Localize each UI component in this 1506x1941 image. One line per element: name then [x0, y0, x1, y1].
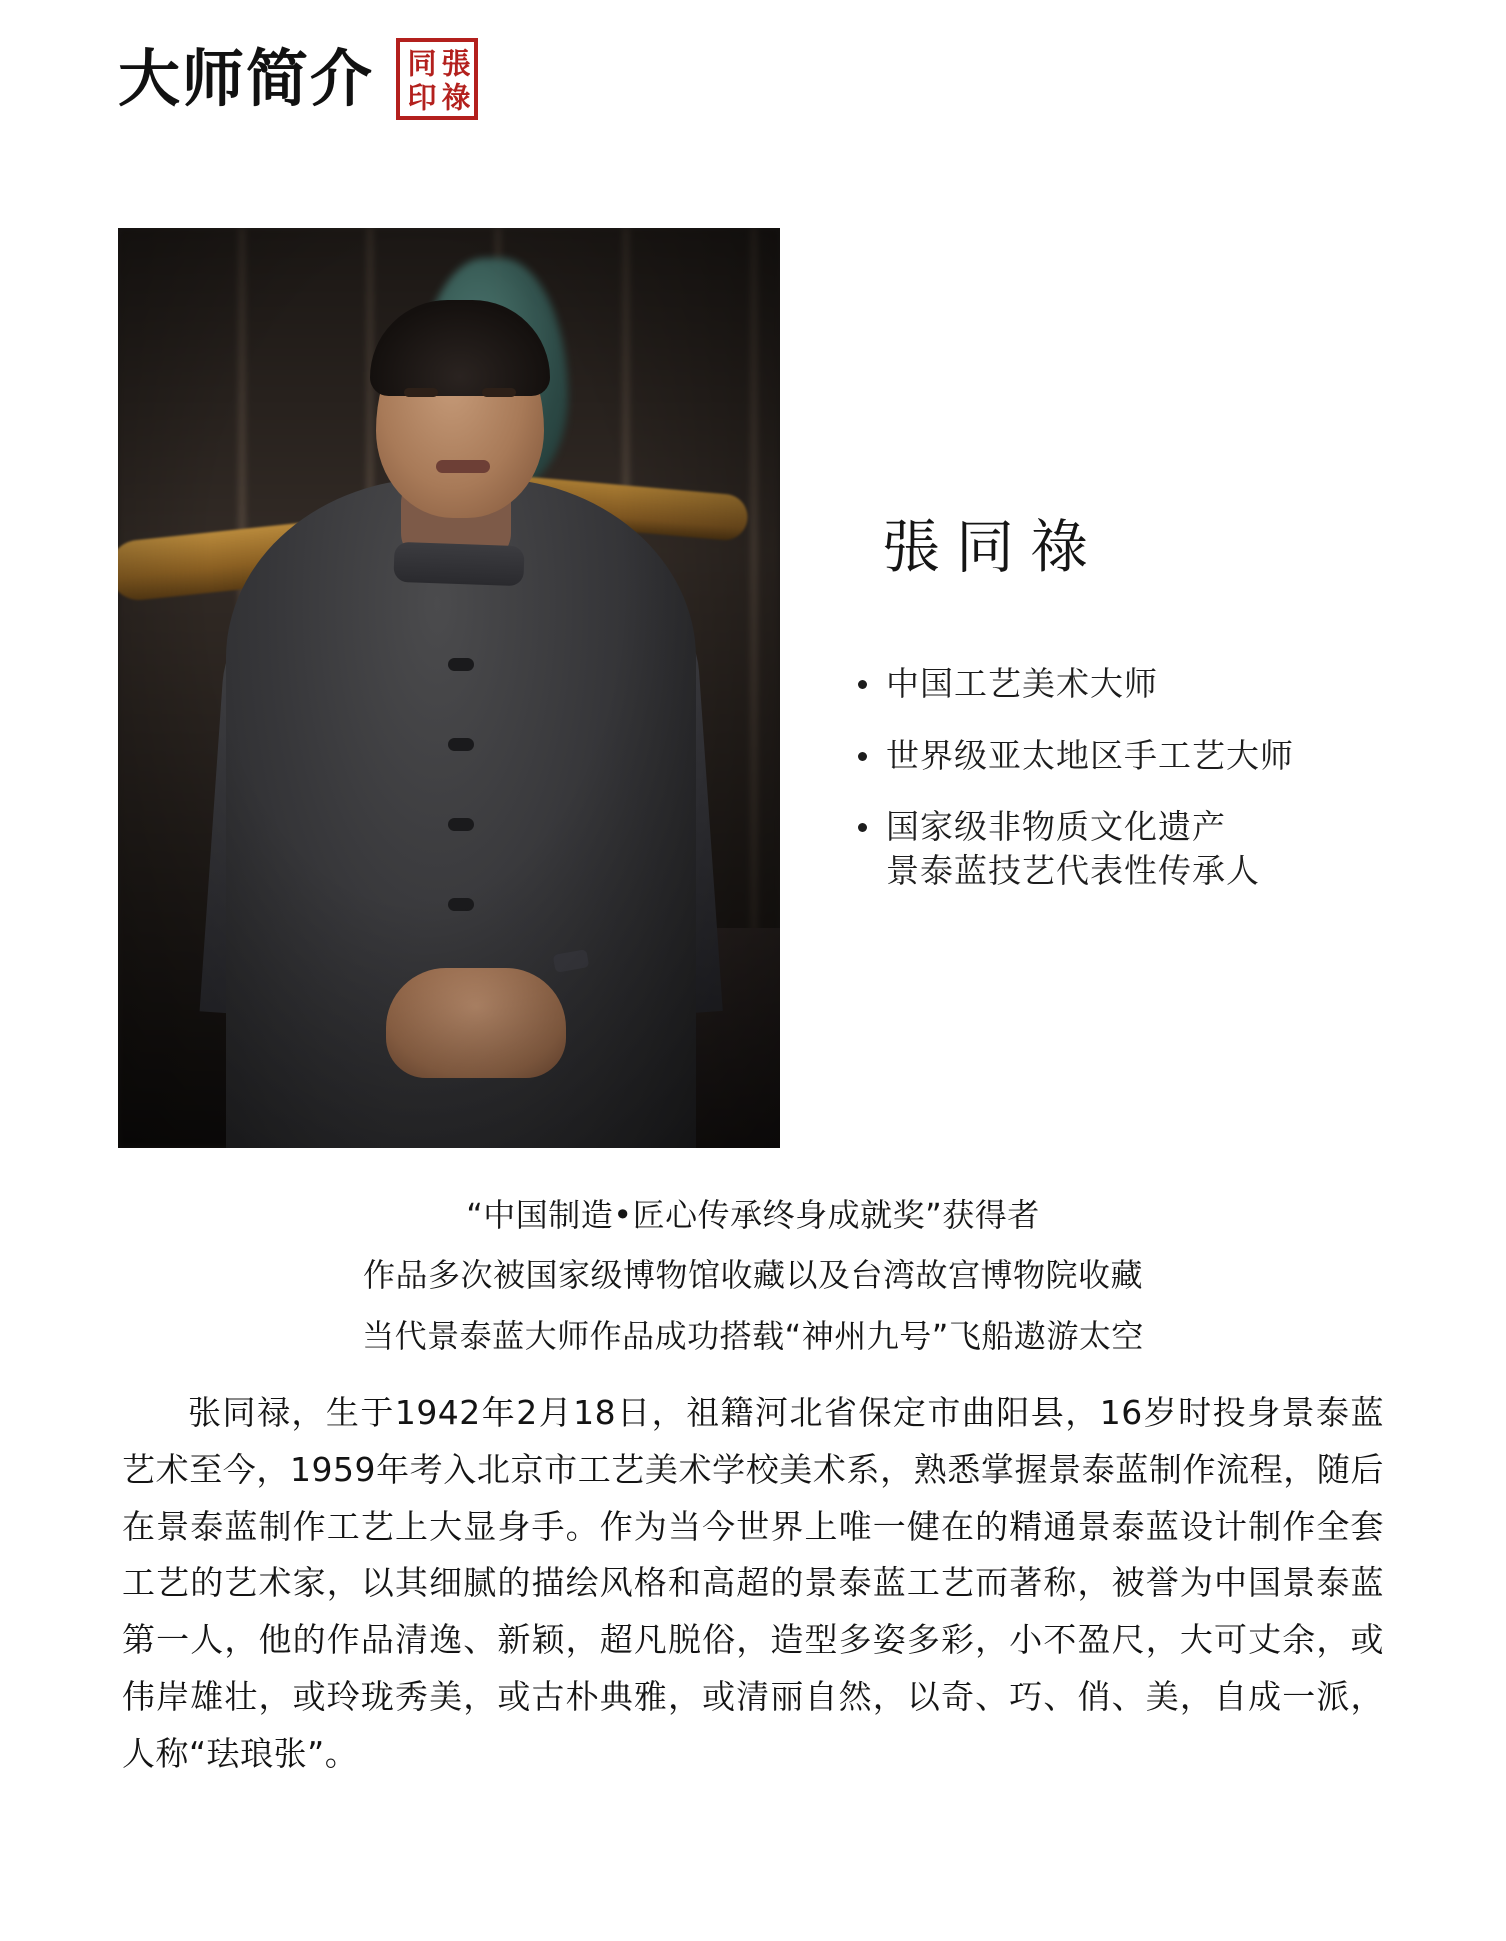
- bullet-icon: [858, 823, 867, 832]
- credential-text: 世界级亚太地区手工艺大师: [886, 735, 1294, 775]
- credential-text: 国家级非物质文化遗产: [886, 807, 1226, 847]
- honours-block: [0, 1192, 1506, 1373]
- credential-text-second-line: 景泰蓝技艺代表性传承人: [886, 850, 1260, 890]
- seal-char-4: 印: [403, 81, 438, 111]
- credential-item: [852, 734, 1412, 778]
- seal-stamp-icon: [396, 38, 478, 120]
- credential-item: [852, 805, 1412, 892]
- honour-line: 作品多次被国家级博物馆收藏以及台湾故宫博物院收藏: [362, 1256, 1143, 1295]
- honour-line: “中国制造•匠心传承终身成就奖”获得者: [466, 1196, 1040, 1234]
- honour-line: 当代景泰蓝大师作品成功搭载“神州九号”飞船遨游太空: [362, 1316, 1144, 1355]
- photo-vignette: [118, 228, 780, 1148]
- page-header: [118, 38, 478, 120]
- page-title: 大师简介: [118, 42, 375, 115]
- credential-item: [852, 662, 1412, 706]
- master-name: 張同祿: [882, 513, 1105, 581]
- bullet-icon: [858, 680, 867, 689]
- master-portrait-photo: [118, 228, 780, 1148]
- biography-paragraph: 张同禄，生于1942年2月18日，祖籍河北省保定市曲阳县，16岁时投身景泰蓝艺术至今，1959年考入北京市工艺美术学校美术系，熟悉掌握景泰蓝制作流程，随后在景泰蓝制作工艺上大显身手。作为当今世界上唯一健在的精通景泰蓝设计制作全套工艺的艺术家，以其细腻的描绘风格和高超的景泰蓝工艺而著称，被誉为中国景泰蓝第一人，他的作品清逸、新颖，超凡脱俗，造型多姿多彩，小不盈尺，大可丈余，或伟岸雄壮，或玲珑秀美，或古朴典雅，或清丽自然，以奇、巧、俏、美，自成一派，人称“珐琅张”。: [122, 1393, 1384, 1773]
- bullet-icon: [858, 752, 867, 761]
- credentials-list: [852, 662, 1412, 892]
- credential-text: 中国工艺美术大师: [886, 664, 1158, 703]
- seal-char-2: 同: [403, 47, 438, 77]
- seal-char-1: 張: [437, 47, 472, 77]
- master-info-block: [852, 500, 1412, 920]
- seal-char-3: 祿: [437, 81, 472, 111]
